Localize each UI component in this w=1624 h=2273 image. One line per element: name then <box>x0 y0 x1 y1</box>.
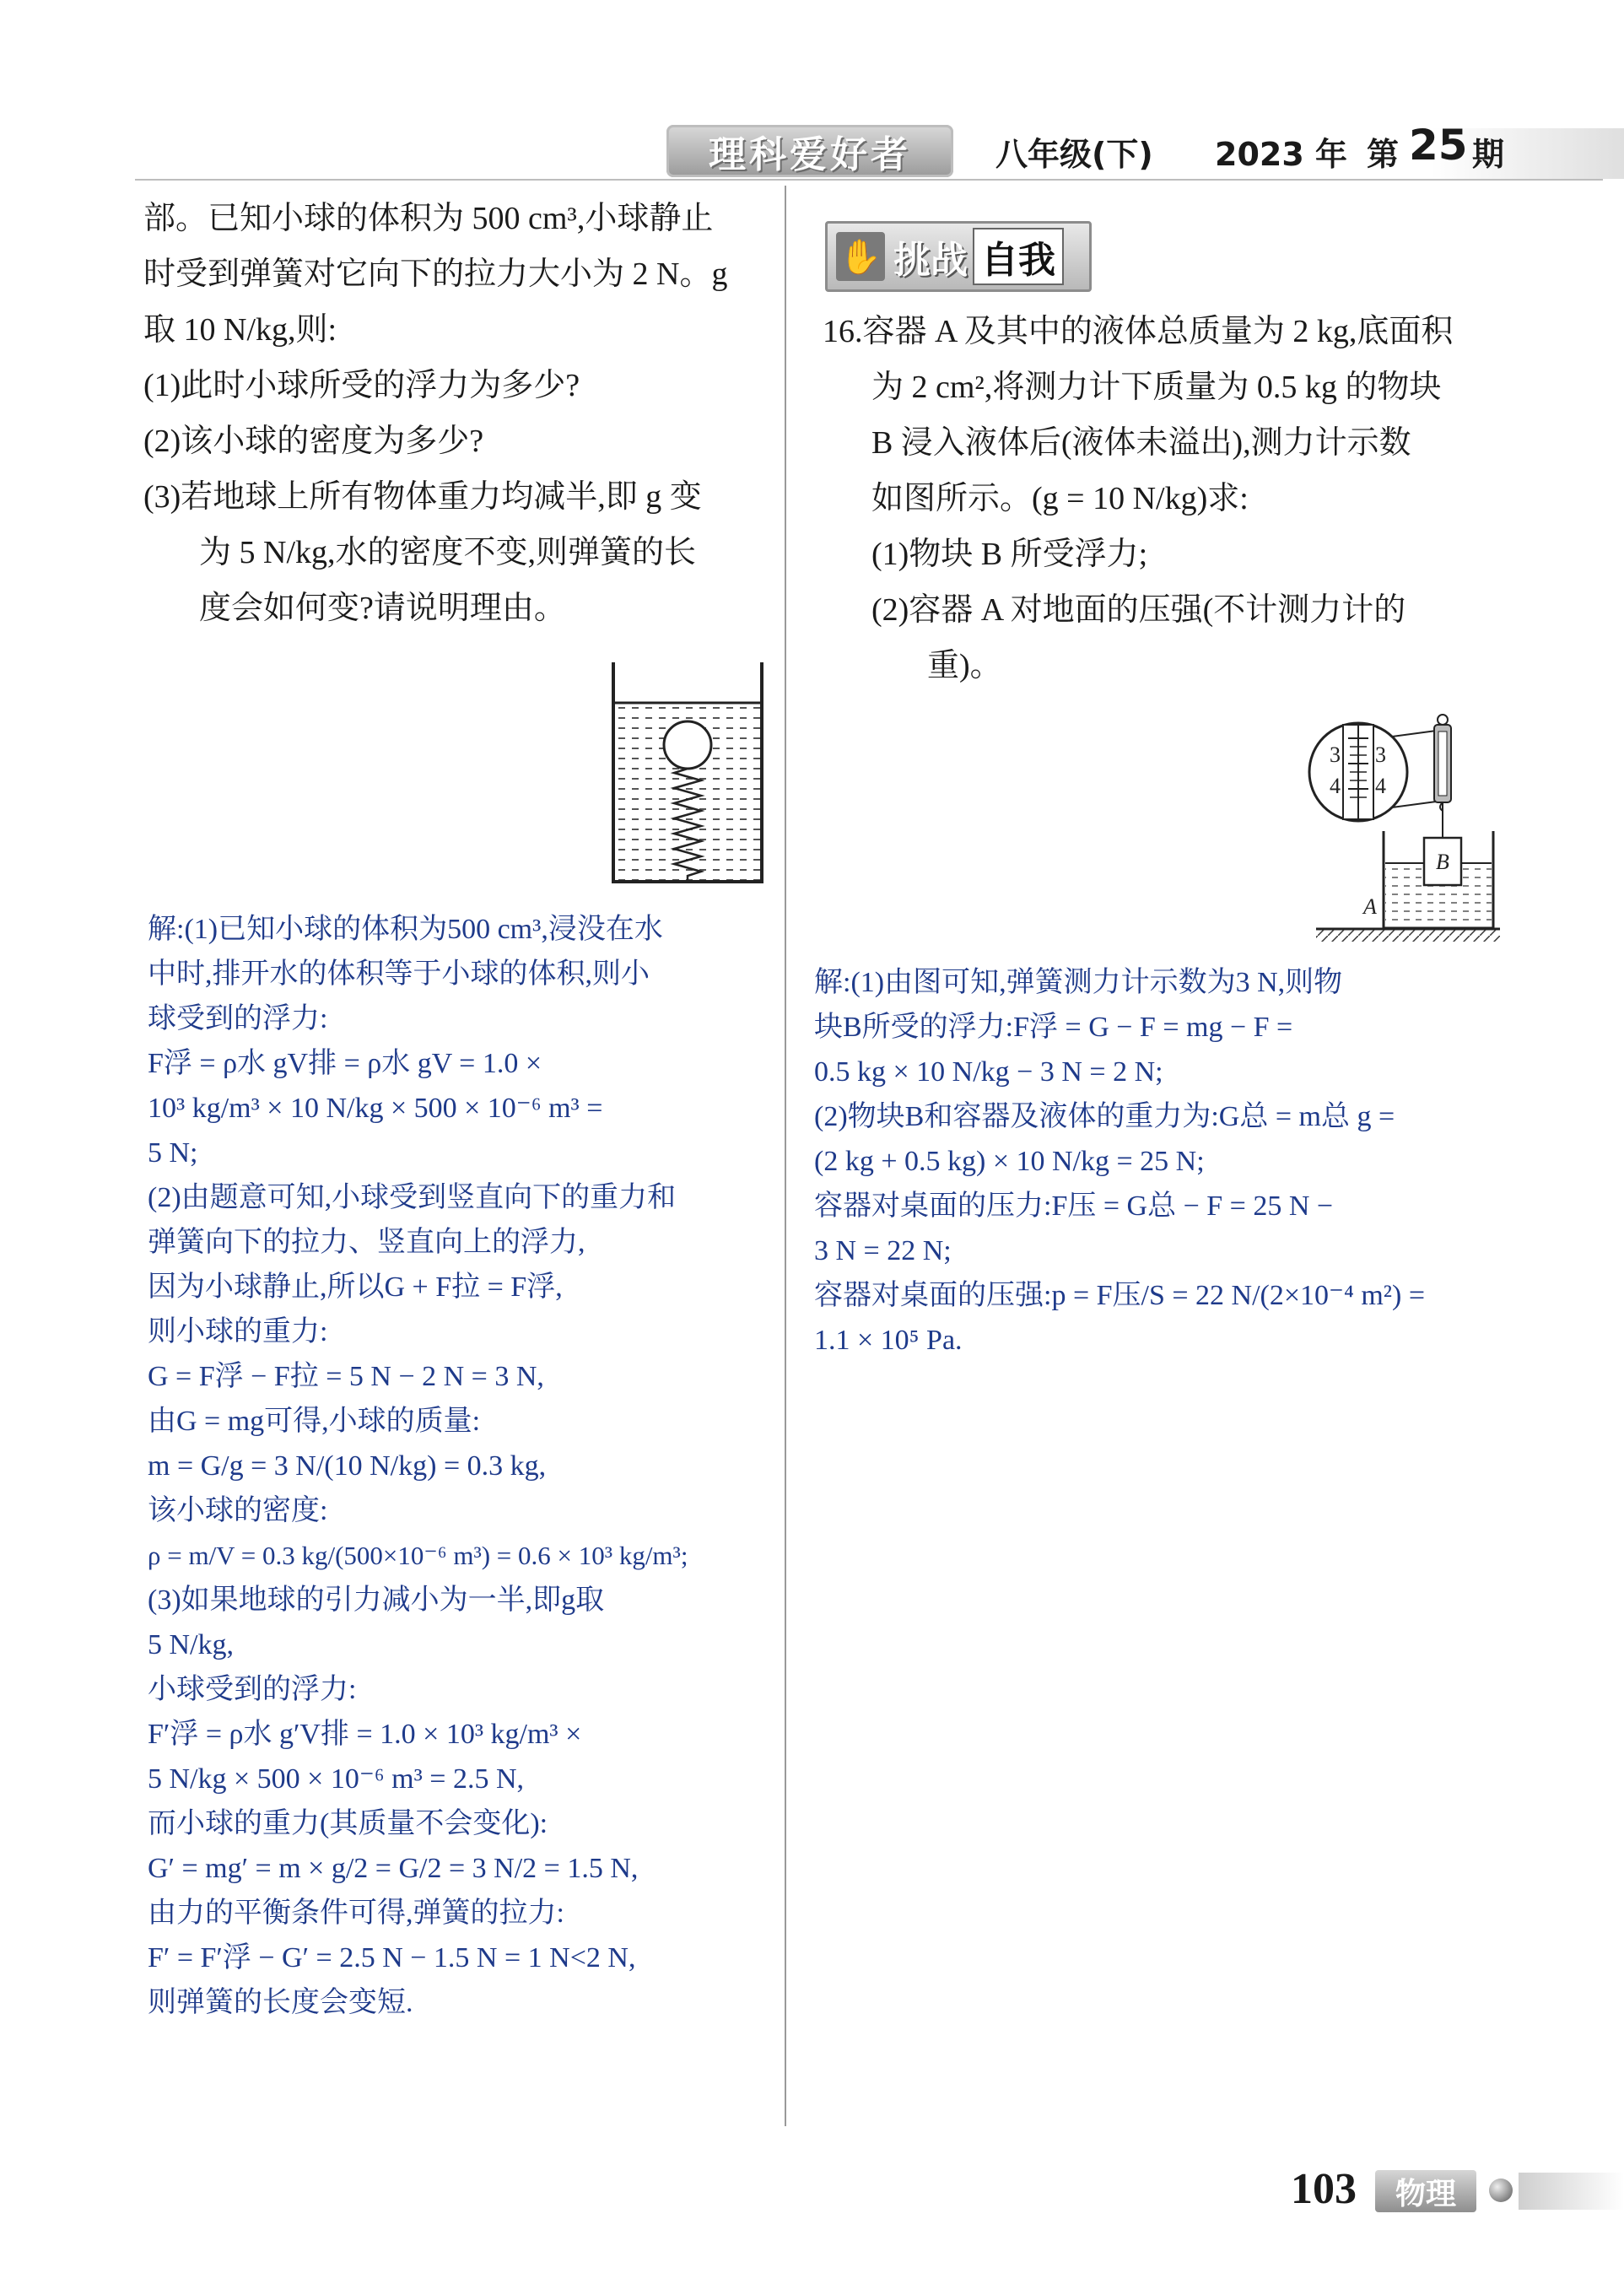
grade-label: 八年级(下) <box>995 136 1153 173</box>
solution-line: 5 N/kg × 500 × 10⁻⁶ m³ = 2.5 N, <box>148 1763 525 1795</box>
challenge-section-tag <box>825 221 1092 292</box>
column-divider <box>785 186 786 2126</box>
solution-line: (3)如果地球的引力减小为一半,即g取 <box>148 1585 605 1616</box>
solution-line: (2 kg + 0.5 kg) × 10 N/kg = 25 N; <box>814 1146 1205 1177</box>
solution-line: (2)物块B和容器及液体的重力为:G总 = m总 g = <box>814 1101 1395 1132</box>
solution-line: 0.5 kg × 10 N/kg − 3 N = 2 N; <box>814 1056 1163 1088</box>
question-line: 16.容器 A 及其中的液体总质量为 2 kg,底面积 <box>823 314 1454 349</box>
solution-line: 容器对桌面的压力:F压 = G总 − F = 25 N − <box>814 1190 1334 1222</box>
question-line: 时受到弹簧对它向下的拉力大小为 2 N。g <box>143 256 728 292</box>
solution-line: 弹簧向下的拉力、竖直向上的浮力, <box>148 1227 585 1258</box>
solution-line: 中时,排开水的体积等于小球的体积,则小 <box>148 958 650 990</box>
subject-badge: 物理 <box>1375 2170 1476 2212</box>
solution-line: 5 N; <box>148 1137 198 1169</box>
ball-spring-figure <box>603 662 772 886</box>
hand-icon: ✋ <box>836 232 885 281</box>
solution-line: 由力的平衡条件可得,弹簧的拉力: <box>148 1898 564 1929</box>
year-label: 2023 年 <box>1215 136 1347 173</box>
question-line: 如图所示。(g = 10 N/kg)求: <box>871 481 1249 516</box>
footer-strip <box>1519 2173 1624 2210</box>
section-label-a: 挑战 <box>893 239 968 282</box>
question-line: 重)。 <box>927 648 1002 683</box>
container-label: A <box>1363 894 1377 919</box>
solution-line: G = F浮 − F拉 = 5 N − 2 N = 3 N, <box>148 1361 544 1392</box>
footer-dot-icon <box>1489 2179 1513 2202</box>
spring-scale-figure <box>1308 713 1502 949</box>
block-label: B <box>1436 850 1449 874</box>
question-line: 部。已知小球的体积为 500 cm³,小球静止 <box>143 201 714 236</box>
solution-line: F浮 = ρ水 gV排 = ρ水 gV = 1.0 × <box>148 1048 542 1079</box>
question-line: 为 5 N/kg,水的密度不变,则弹簧的长 <box>199 535 697 570</box>
section-label-b: 自我 <box>973 228 1064 285</box>
solution-line: 因为小球静止,所以G + F拉 = F浮, <box>148 1271 563 1303</box>
question-line: (2)容器 A 对地面的压强(不计测力计的 <box>871 592 1406 628</box>
solution-line: 10³ kg/m³ × 10 N/kg × 500 × 10⁻⁶ m³ = <box>148 1093 603 1124</box>
solution-line: ρ = m/V = 0.3 kg/(500×10⁻⁶ m³) = 0.6 × 10³ kg/m³; <box>148 1541 688 1570</box>
solution-line: 而小球的重力(其质量不会变化): <box>148 1808 548 1839</box>
page-number: 103 <box>1291 2165 1357 2213</box>
tick-label: 4 <box>1375 774 1386 798</box>
solution-line: 球受到的浮力: <box>148 1003 328 1034</box>
solution-line: F′浮 = ρ水 g′V排 = 1.0 × 10³ kg/m³ × <box>148 1719 582 1750</box>
question-line: (3)若地球上所有物体重力均减半,即 g 变 <box>143 479 702 515</box>
issue-number: 25 <box>1409 121 1468 170</box>
solution-line: 则弹簧的长度会变短. <box>148 1987 413 2018</box>
solution-line: 解:(1)由图可知,弹簧测力计示数为3 N,则物 <box>814 967 1343 998</box>
right-question <box>823 304 1453 694</box>
solution-line: 1.1 × 10⁵ Pa. <box>814 1325 963 1356</box>
question-line: (2)该小球的密度为多少? <box>143 424 484 459</box>
question-line: (1)物块 B 所受浮力; <box>871 537 1148 572</box>
question-line: 度会如何变?请说明理由。 <box>199 591 566 626</box>
question-line: B 浸入液体后(液体未溢出),测力计示数 <box>871 425 1411 461</box>
masthead-logo: 理科爱好者 <box>666 125 953 177</box>
solution-line: G′ = mg′ = m × g/2 = G/2 = 3 N/2 = 1.5 N, <box>148 1853 639 1884</box>
solution-line: (2)由题意可知,小球受到竖直向下的重力和 <box>148 1182 677 1213</box>
question-line: (1)此时小球所受的浮力为多少? <box>143 368 580 403</box>
tick-label: 4 <box>1330 774 1341 798</box>
solution-line: 5 N/kg, <box>148 1629 234 1660</box>
solution-line: m = G/g = 3 N/(10 N/kg) = 0.3 kg, <box>148 1450 547 1482</box>
solution-line: 块B所受的浮力:F浮 = G − F = mg − F = <box>814 1012 1293 1043</box>
issue-suffix: 期 <box>1472 136 1505 173</box>
left-question <box>143 191 727 636</box>
question-line: 为 2 cm²,将测力计下质量为 0.5 kg 的物块 <box>871 370 1442 405</box>
solution-line: 解:(1)已知小球的体积为500 cm³,浸没在水 <box>148 914 663 945</box>
issue-prefix: 第 <box>1367 136 1400 173</box>
right-solution <box>814 960 1425 1363</box>
solution-line: 由G = mg可得,小球的质量: <box>148 1406 481 1437</box>
tick-label: 3 <box>1375 742 1386 767</box>
tick-label: 3 <box>1330 742 1341 767</box>
solution-line: 容器对桌面的压强:p = F压/S = 22 N/(2×10⁻⁴ m²) = <box>814 1280 1425 1311</box>
solution-line: 则小球的重力: <box>148 1316 328 1347</box>
solution-line: 该小球的密度: <box>148 1495 328 1526</box>
header-rule <box>135 179 1603 181</box>
left-solution <box>148 907 688 2025</box>
solution-line: 小球受到的浮力: <box>148 1674 357 1705</box>
solution-line: F′ = F′浮 − G′ = 2.5 N − 1.5 N = 1 N<2 N, <box>148 1942 636 1973</box>
solution-line: 3 N = 22 N; <box>814 1235 952 1266</box>
question-line: 取 10 N/kg,则: <box>143 312 337 348</box>
